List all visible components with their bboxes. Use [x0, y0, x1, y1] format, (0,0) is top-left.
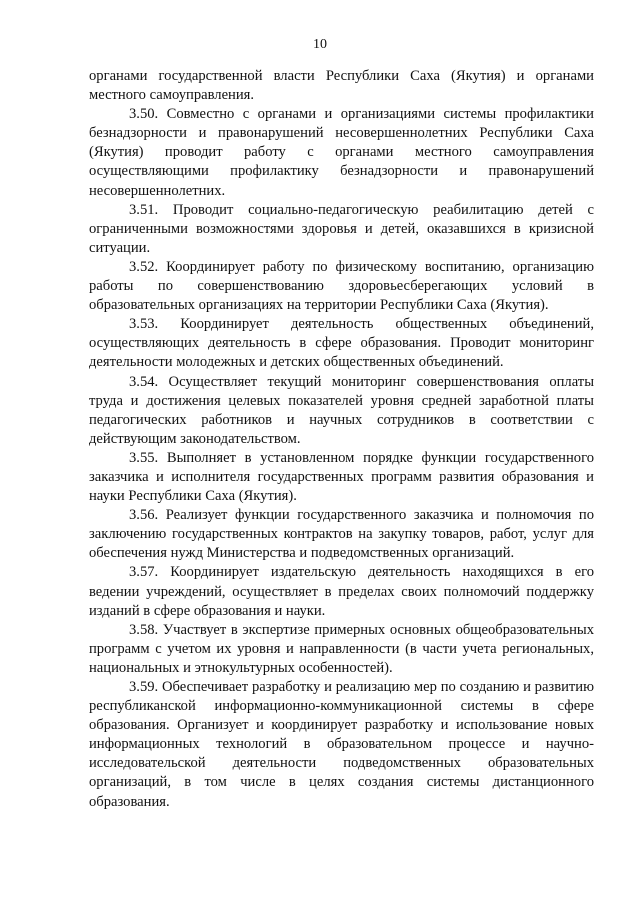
paragraph-3-52: 3.52. Координирует работу по физическому воспитанию, организацию работы по совершенствованию здоровьесберегающих условий в образовательных организациях на территории Республики Саха (Якутия). [89, 258, 594, 314]
paragraph-3-53: 3.53. Координирует деятельность общественных объединений, осуществляющих деятельность в сфере образования. Проводит мониторинг деятельности молодежных и детских общественных объединений. [89, 316, 594, 371]
paragraph-3-59: 3.59. Обеспечивает разработку и реализацию мер по созданию и развитию республиканской информационно-коммуникационной системы в сфере образования. Организует и координирует разработку и использование новых информационных технологий в образовательном процессе и научно-исследовательской деятельности подведомственных образовательных организаций, в том числе в целях создания системы дистанционного образования. [89, 679, 594, 810]
paragraph-3-50: 3.50. Совместно с органами и организациями системы профилактики безнадзорности и правонарушений несовершеннолетних Республики Саха (Якутия) проводит работу с органами местного самоуправления осуществляющими профилактику безнадзорности и правонарушений несовершеннолетних. [89, 106, 594, 199]
page-number: 10 [313, 37, 327, 52]
paragraph-3-56: 3.56. Реализует функции государственного заказчика и полномочия по заключению государственных контрактов на закупку товаров, работ, услуг для обеспечения нужд Министерства и подведомственных организаций. [89, 507, 594, 562]
paragraph-3-54: 3.54. Осуществляет текущий мониторинг совершенствования оплаты труда и достижения целевых показателей уровня средней заработной платы педагогических работников и научных сотрудников в соответствии с действующим законодательством. [89, 373, 594, 447]
paragraph-3-58: 3.58. Участвует в экспертизе примерных основных общеобразовательных программ с учетом их уровня и направленности (в части учета региональных, национальных и этнокультурных особенностей). [89, 621, 594, 676]
paragraph-3-57: 3.57. Координирует издательскую деятельность находящихся в его ведении учреждений, осуществляет в пределах своих полномочий поддержку изданий в сфере образования и науки. [89, 564, 594, 619]
paragraph-3-51: 3.51. Проводит социально-педагогическую реабилитацию детей с ограниченными возможностями здоровья и детей, оказавшихся в кризисной ситуации. [89, 201, 594, 256]
paragraph-3-55: 3.55. Выполняет в установленном порядке функции государственного заказчика и исполнителя государственных программ развития образования и науки Республики Саха (Якутия). [89, 449, 594, 505]
document-body [89, 67, 594, 812]
paragraph-continuation: органами государственной власти Республики Саха (Якутия) и органами местного самоуправления. [89, 68, 594, 104]
